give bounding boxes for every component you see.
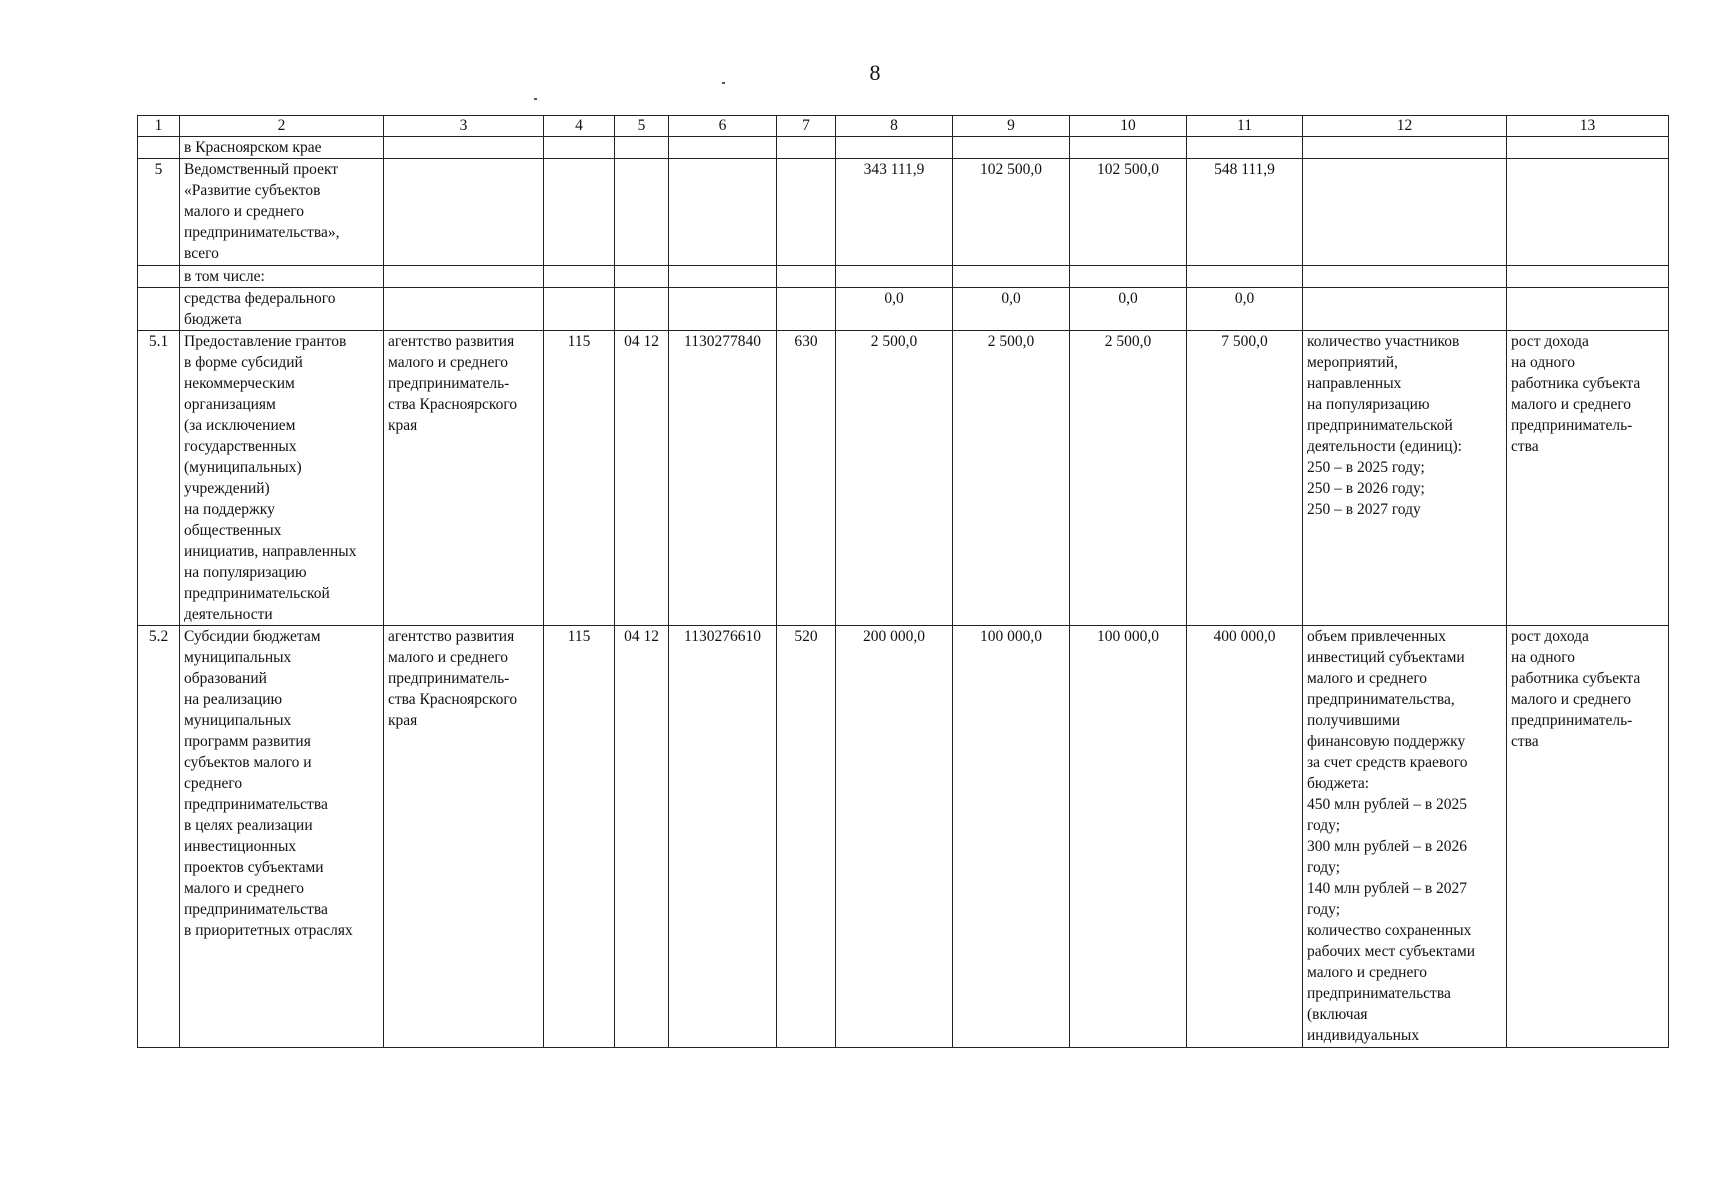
name-cell: в том числе:	[180, 266, 384, 288]
header-cell: 5	[615, 116, 669, 137]
csr-cell	[669, 159, 777, 266]
scan-speck	[722, 82, 725, 84]
header-cell: 13	[1507, 116, 1669, 137]
table-row	[138, 288, 1669, 331]
indicator-cell	[1507, 159, 1669, 266]
csr-cell	[669, 266, 777, 288]
result-cell	[1303, 159, 1507, 266]
grbs-cell	[544, 266, 615, 288]
header-cell: 7	[777, 116, 836, 137]
executor-cell: агентство развития малого и среднего предприниматель- ства Красноярского края	[384, 331, 544, 626]
csr-cell	[669, 137, 777, 159]
indicator-cell	[1507, 288, 1669, 331]
amount-cell	[1187, 137, 1303, 159]
name-cell: средства федерального бюджета	[180, 288, 384, 331]
executor-cell	[384, 159, 544, 266]
header-cell: 1	[138, 116, 180, 137]
vr-cell	[777, 159, 836, 266]
header-cell: 12	[1303, 116, 1507, 137]
grbs-cell: 115	[544, 626, 615, 1048]
table-row	[138, 137, 1669, 159]
indicator-cell	[1507, 137, 1669, 159]
csr-cell	[669, 288, 777, 331]
rzpr-cell	[615, 266, 669, 288]
vr-cell	[777, 266, 836, 288]
grbs-cell	[544, 159, 615, 266]
table-row	[138, 626, 1669, 1048]
rzpr-cell: 04 12	[615, 626, 669, 1048]
rzpr-cell: 04 12	[615, 331, 669, 626]
amount-cell: 7 500,0	[1187, 331, 1303, 626]
name-cell: Предоставление грантов в форме субсидий некоммерческим организациям (за исключением государственных (муниципальных) учреждений) на поддержку общественных инициатив, направленных на популяризацию предпринимательской деятельности	[180, 331, 384, 626]
amount-cell	[953, 137, 1070, 159]
amount-cell: 343 111,9	[836, 159, 953, 266]
amount-cell	[953, 266, 1070, 288]
header-cell: 10	[1070, 116, 1187, 137]
name-cell: Субсидии бюджетам муниципальных образований на реализацию муниципальных программ развития субъектов малого и среднего предпринимательства в целях реализации инвестиционных проектов субъектами малого и среднего предпринимательства в приоритетных отраслях	[180, 626, 384, 1048]
header-cell: 8	[836, 116, 953, 137]
row-number-cell: 5	[138, 159, 180, 266]
header-cell: 2	[180, 116, 384, 137]
amount-cell: 100 000,0	[953, 626, 1070, 1048]
amount-cell	[836, 266, 953, 288]
row-number-cell: 5.1	[138, 331, 180, 626]
amount-cell: 0,0	[1070, 288, 1187, 331]
result-cell: количество участников мероприятий, направленных на популяризацию предпринимательской деятельности (единиц): 250 – в 2025 году; 250 – в 2026 году; 250 – в 2027 году	[1303, 331, 1507, 626]
scan-speck	[534, 98, 537, 100]
rzpr-cell	[615, 137, 669, 159]
row-number-cell: 5.2	[138, 626, 180, 1048]
name-cell: Ведомственный проект «Развитие субъектов малого и среднего предпринимательства», всего	[180, 159, 384, 266]
result-cell	[1303, 288, 1507, 331]
amount-cell: 2 500,0	[1070, 331, 1187, 626]
amount-cell: 102 500,0	[953, 159, 1070, 266]
result-cell: объем привлеченных инвестиций субъектами малого и среднего предпринимательства, получившими финансовую поддержку за счет средств краевого бюджета: 450 млн рублей – в 2025 году; 300 млн рублей – в 2026 году; 140 млн рублей – в 2027 году; количество сохраненных рабочих мест субъектами малого и среднего предпринимательства (включая индивидуальных	[1303, 626, 1507, 1048]
table-row	[138, 159, 1669, 266]
csr-cell: 1130276610	[669, 626, 777, 1048]
budget-table	[137, 115, 1669, 1048]
rzpr-cell	[615, 159, 669, 266]
name-cell: в Красноярском крае	[180, 137, 384, 159]
csr-cell: 1130277840	[669, 331, 777, 626]
indicator-cell: рост дохода на одного работника субъекта малого и среднего предприниматель- ства	[1507, 331, 1669, 626]
executor-cell: агентство развития малого и среднего предприниматель- ства Красноярского края	[384, 626, 544, 1048]
amount-cell: 400 000,0	[1187, 626, 1303, 1048]
amount-cell: 0,0	[836, 288, 953, 331]
executor-cell	[384, 288, 544, 331]
grbs-cell	[544, 137, 615, 159]
amount-cell: 102 500,0	[1070, 159, 1187, 266]
header-cell: 4	[544, 116, 615, 137]
table-row	[138, 266, 1669, 288]
result-cell	[1303, 266, 1507, 288]
row-number-cell	[138, 137, 180, 159]
rzpr-cell	[615, 288, 669, 331]
amount-cell	[1070, 266, 1187, 288]
indicator-cell: рост дохода на одного работника субъекта малого и среднего предприниматель- ства	[1507, 626, 1669, 1048]
header-cell: 9	[953, 116, 1070, 137]
vr-cell: 520	[777, 626, 836, 1048]
row-number-cell	[138, 288, 180, 331]
amount-cell: 100 000,0	[1070, 626, 1187, 1048]
row-number-cell	[138, 266, 180, 288]
indicator-cell	[1507, 266, 1669, 288]
vr-cell: 630	[777, 331, 836, 626]
amount-cell	[836, 137, 953, 159]
amount-cell	[1070, 137, 1187, 159]
amount-cell: 0,0	[1187, 288, 1303, 331]
amount-cell	[1187, 266, 1303, 288]
amount-cell: 0,0	[953, 288, 1070, 331]
table-row	[138, 331, 1669, 626]
amount-cell: 2 500,0	[953, 331, 1070, 626]
grbs-cell	[544, 288, 615, 331]
amount-cell: 2 500,0	[836, 331, 953, 626]
executor-cell	[384, 266, 544, 288]
executor-cell	[384, 137, 544, 159]
result-cell	[1303, 137, 1507, 159]
table-header-row	[138, 116, 1669, 137]
header-cell: 11	[1187, 116, 1303, 137]
header-cell: 6	[669, 116, 777, 137]
amount-cell: 548 111,9	[1187, 159, 1303, 266]
vr-cell	[777, 288, 836, 331]
grbs-cell: 115	[544, 331, 615, 626]
amount-cell: 200 000,0	[836, 626, 953, 1048]
vr-cell	[777, 137, 836, 159]
header-cell: 3	[384, 116, 544, 137]
page-number: 8	[869, 60, 881, 85]
